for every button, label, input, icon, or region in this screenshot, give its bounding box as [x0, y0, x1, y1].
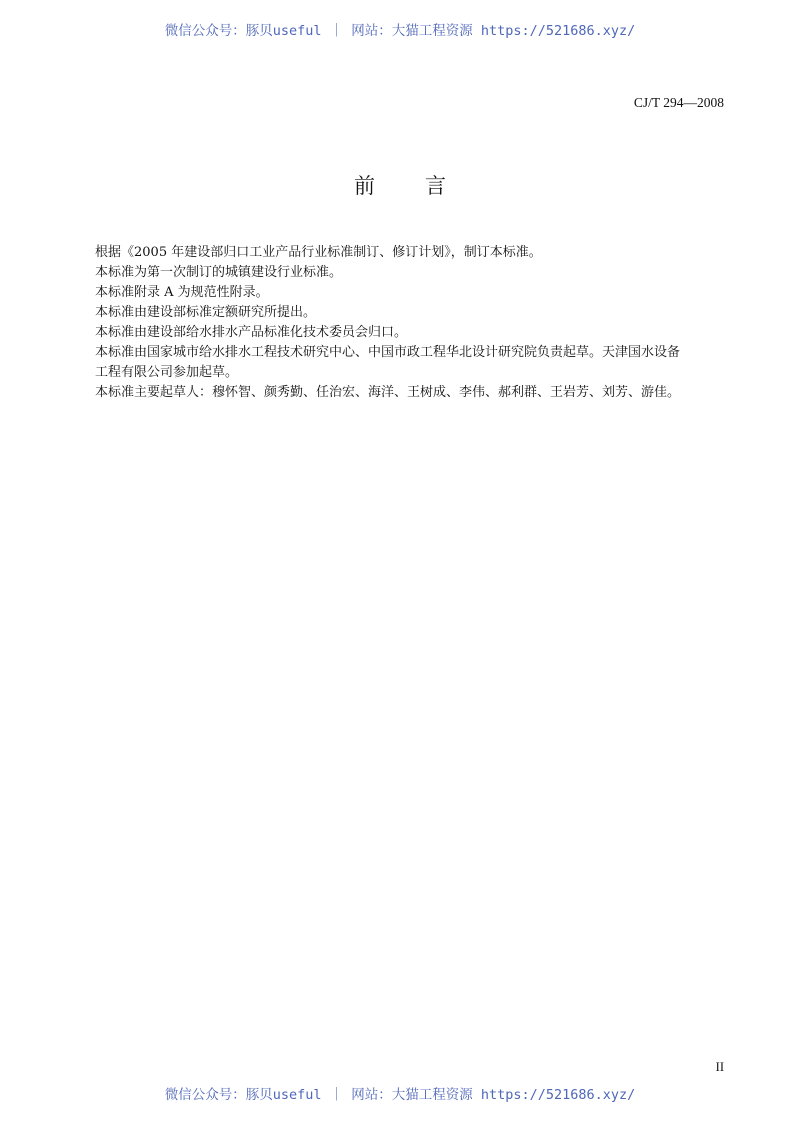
- watermark-top: 微信公众号：豚贝useful ｜ 网站：大猫工程资源 https://521686.xyz/: [164, 23, 636, 39]
- paragraph: 本标准由建设部给水排水产品标准化技术委员会归口。: [95, 325, 408, 340]
- standard-code: CJ/T 294—2008: [633, 95, 724, 110]
- paragraph: 本标准主要起草人：穆怀智、颜秀勤、任治宏、海洋、王树成、李伟、郝利群、王岩芳、刘芳、游佳。: [95, 385, 681, 400]
- paragraph: 本标准由国家城市给水排水工程技术研究中心、中国市政工程华北设计研究院负责起草。天津国水设备: [95, 345, 681, 360]
- page-title: [0, 170, 800, 200]
- page-number: II: [715, 1060, 724, 1074]
- paragraph: 本标准由建设部标准定额研究所提出。: [95, 305, 317, 320]
- paragraph: 根据《2005 年建设部归口工业产品行业标准制订、修订计划》，制订本标准。: [95, 245, 542, 260]
- paragraph: 工程有限公司参加起草。: [95, 365, 239, 380]
- foreword-body: [95, 243, 735, 403]
- paragraph: 本标准附录 A 为规范性附录。: [95, 285, 269, 300]
- title-char-1: 前: [354, 174, 375, 198]
- watermark-bottom: 微信公众号：豚贝useful ｜ 网站：大猫工程资源 https://521686.xyz/: [164, 1087, 636, 1103]
- title-char-2: 言: [425, 174, 446, 198]
- paragraph: 本标准为第一次制订的城镇建设行业标准。: [95, 265, 343, 280]
